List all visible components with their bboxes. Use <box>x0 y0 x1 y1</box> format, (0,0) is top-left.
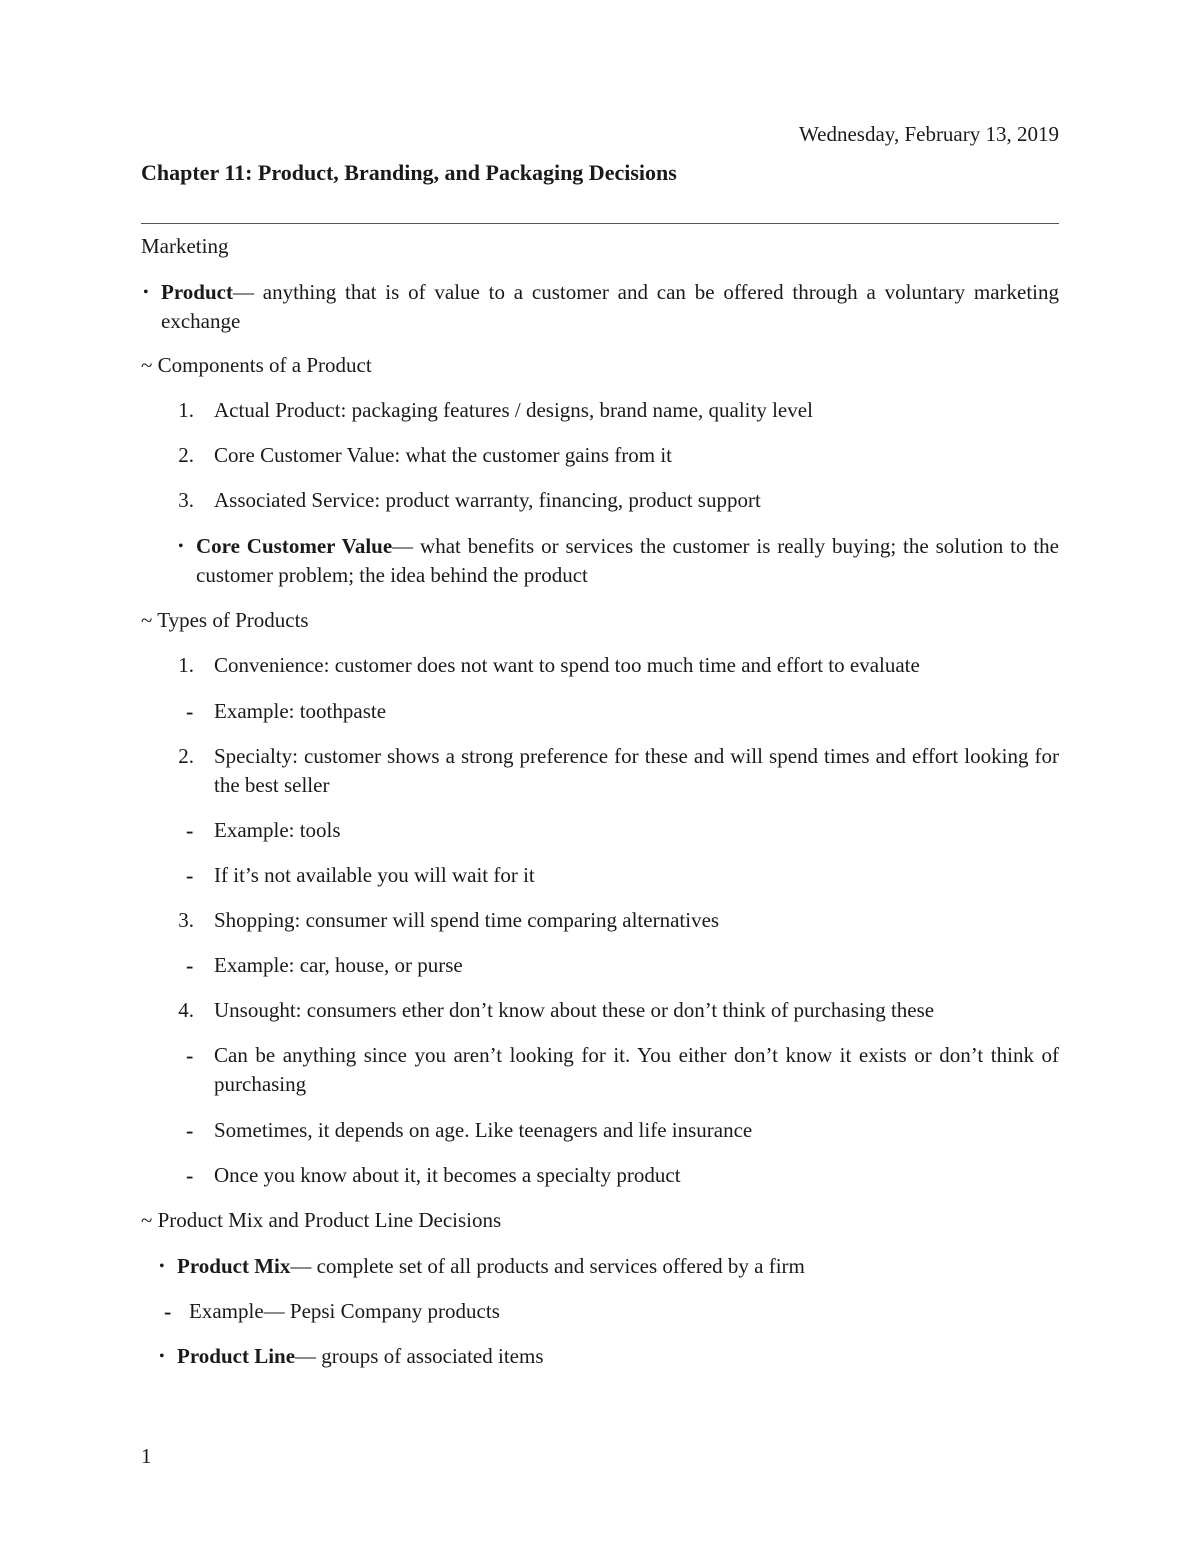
bullet-marker: • <box>143 284 149 301</box>
mix-heading: ~ Product Mix and Product Line Decisions <box>141 1208 502 1232</box>
page-number: 1 <box>141 1444 152 1468</box>
product-mix-definition: Product Mix— complete set of all products and services offered by a firm <box>177 1254 805 1278</box>
title-divider <box>141 223 1059 224</box>
bullet-marker: • <box>178 538 184 555</box>
sub-item: Once you know about it, it becomes a specialty product <box>214 1163 681 1187</box>
list-item: Core Customer Value: what the customer gains from it <box>214 443 673 467</box>
list-number: 3. <box>178 488 194 512</box>
dash-marker: - <box>186 1163 194 1188</box>
sub-item: Can be anything since you aren’t looking for it. You either don’t know it exists or don’t think of purchasing <box>214 1043 1059 1096</box>
term: Core Customer Value <box>196 534 393 558</box>
product-definition: Product— anything that is of value to a customer and can be offered through a voluntary marketing exchange <box>161 280 1059 333</box>
list-item: Unsought: consumers ether don’t know about these or don’t think of purchasing these <box>214 998 935 1022</box>
term: Product Mix <box>177 1254 291 1278</box>
term: Product <box>161 280 233 304</box>
list-item: Associated Service: product warranty, financing, product support <box>214 488 761 512</box>
section-heading: Marketing <box>141 234 229 258</box>
chapter-title: Chapter 11: Product, Branding, and Packaging Decisions <box>141 160 677 185</box>
dash-marker: - <box>186 1118 194 1143</box>
document-date: Wednesday, February 13, 2019 <box>799 122 1059 146</box>
sub-item: If it’s not available you will wait for it <box>214 863 535 887</box>
list-item: Specialty: customer shows a strong preference for these and will spend times and effort looking for the best seller <box>214 744 1059 797</box>
list-number: 3. <box>178 908 194 932</box>
dash-marker: - <box>186 953 194 978</box>
list-item: Shopping: consumer will spend time comparing alternatives <box>214 908 720 932</box>
list-item: Convenience: customer does not want to spend too much time and effort to evaluate <box>214 653 920 677</box>
sub-item: Example: car, house, or purse <box>214 953 463 977</box>
sub-item: Example: toothpaste <box>214 699 387 723</box>
bullet-marker: • <box>159 1258 165 1275</box>
dash-marker: - <box>186 699 194 724</box>
sub-item: Sometimes, it depends on age. Like teenagers and life insurance <box>214 1118 753 1142</box>
bullet-marker: • <box>159 1348 165 1365</box>
types-heading: ~ Types of Products <box>141 608 309 632</box>
list-number: 2. <box>178 443 194 467</box>
list-number: 2. <box>178 744 194 768</box>
list-number: 1. <box>178 653 194 677</box>
sub-item: Example: tools <box>214 818 341 842</box>
sub-item: Example— Pepsi Company products <box>189 1299 500 1323</box>
dash-marker: - <box>186 818 194 843</box>
core-customer-value-definition: Core Customer Value— what benefits or services the customer is really buying; the solution to the customer problem; the idea behind the product <box>196 534 1060 587</box>
list-number: 1. <box>178 398 194 422</box>
dash-marker: - <box>186 863 194 888</box>
dash-marker: - <box>164 1299 172 1324</box>
term: Product Line <box>177 1344 296 1368</box>
list-item: Actual Product: packaging features / designs, brand name, quality level <box>214 398 813 422</box>
components-heading: ~ Components of a Product <box>141 353 372 377</box>
list-number: 4. <box>178 998 194 1022</box>
dash-marker: - <box>186 1043 194 1068</box>
product-line-definition: Product Line— groups of associated items <box>177 1344 544 1368</box>
